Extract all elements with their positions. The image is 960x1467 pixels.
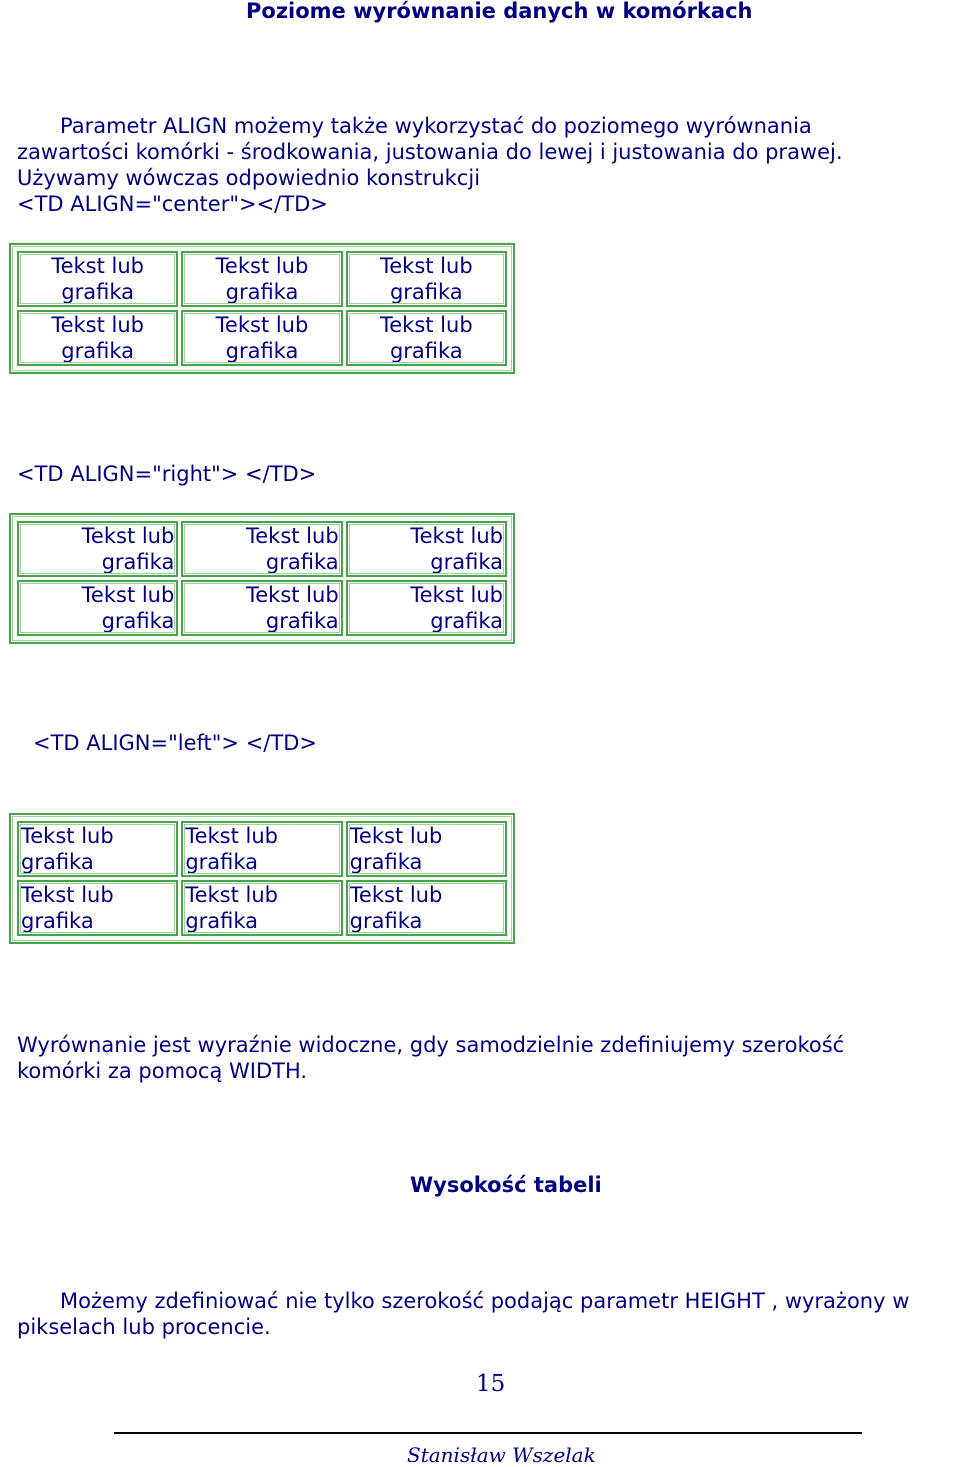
table-cell: Tekst lub grafika	[17, 880, 178, 936]
height-line-2: pikselach lub procencie.	[17, 1315, 271, 1339]
table-align-center	[9, 243, 515, 374]
note-paragraph	[17, 1032, 844, 1084]
table-cell: Tekst lub grafika	[17, 580, 178, 636]
footer-divider	[114, 1432, 862, 1434]
table-align-left	[9, 813, 515, 944]
intro-paragraph	[17, 113, 843, 217]
table-cell: Tekst lub grafika	[346, 821, 507, 877]
table-cell: Tekst lub grafika	[346, 580, 507, 636]
note-line-2: komórki za pomocą WIDTH.	[17, 1059, 308, 1083]
intro-line-2: zawartości komórki - środkowania, justowania do lewej i justowania do prawej.	[17, 140, 843, 164]
table-cell: Tekst lub grafika	[181, 521, 342, 577]
height-line-1: Możemy zdefiniować nie tylko szerokość podając parametr HEIGHT , wyrażony w	[60, 1289, 910, 1313]
section-heading-horizontal-alignment: Poziome wyrównanie danych w komórkach	[246, 0, 753, 23]
height-paragraph	[17, 1288, 909, 1340]
table-row	[17, 580, 507, 636]
intro-line-1: Parametr ALIGN możemy także wykorzystać do poziomego wyrównania	[60, 114, 812, 138]
table-cell: Tekst lub grafika	[346, 521, 507, 577]
footer-author: Stanisław Wszelak	[407, 1443, 596, 1467]
table-cell: Tekst lub grafika	[181, 310, 342, 366]
table-cell: Tekst lub grafika	[17, 521, 178, 577]
table-row	[17, 821, 507, 877]
note-line-1: Wyrównanie jest wyraźnie widoczne, gdy samodzielnie zdefiniujemy szerokość	[17, 1033, 845, 1057]
section-heading-table-height: Wysokość tabeli	[410, 1173, 602, 1197]
table-cell: Tekst lub grafika	[17, 251, 178, 307]
table-cell: Tekst lub grafika	[181, 251, 342, 307]
table-cell: Tekst lub grafika	[181, 821, 342, 877]
table-row	[17, 521, 507, 577]
table-row	[17, 310, 507, 366]
page-number: 15	[476, 1371, 506, 1397]
table-cell: Tekst lub grafika	[17, 310, 178, 366]
table-cell: Tekst lub grafika	[346, 310, 507, 366]
table-cell: Tekst lub grafika	[346, 880, 507, 936]
code-align-left: <TD ALIGN="left"> </TD>	[33, 731, 317, 755]
table-row	[17, 880, 507, 936]
table-align-right	[9, 513, 515, 644]
code-align-right: <TD ALIGN="right"> </TD>	[17, 462, 317, 486]
intro-line-3: Używamy wówczas odpowiednio konstrukcji	[17, 166, 481, 190]
table-cell: Tekst lub grafika	[17, 821, 178, 877]
table-cell: Tekst lub grafika	[181, 880, 342, 936]
table-cell: Tekst lub grafika	[346, 251, 507, 307]
code-align-center: <TD ALIGN="center"></TD>	[17, 192, 328, 216]
table-cell: Tekst lub grafika	[181, 580, 342, 636]
table-row	[17, 251, 507, 307]
